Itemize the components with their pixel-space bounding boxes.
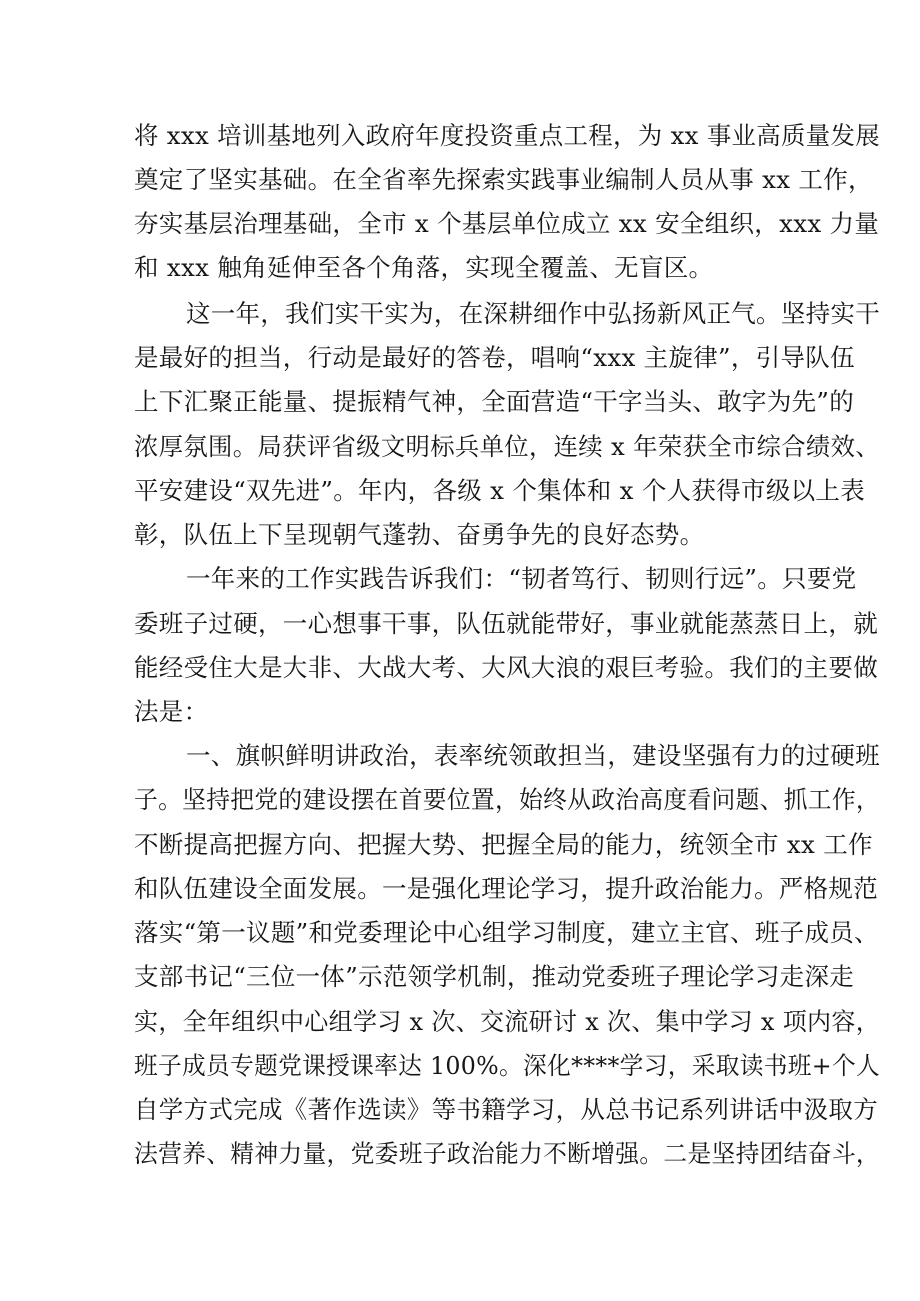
text-line: 实，全年组织中心组学习 x 次、交流研讨 x 次、集中学习 x 项内容，	[134, 1007, 881, 1036]
text-line: 子。坚持把党的建设摆在首要位置，始终从政治高度看问题、抓工作，	[134, 785, 880, 814]
text-line: 法营养、精神力量，党委班子政治能力不断增强。二是坚持团结奋斗，	[134, 1139, 880, 1168]
text-line: 支部书记“三位一体”示范领学机制，推动党委班子理论学习走深走	[134, 962, 855, 991]
text-line: 能经受住大是大非、大战大考、大风大浪的艰巨考验。我们的主要做	[134, 653, 878, 682]
text-line: 奠定了坚实基础。在全省率先探索实践事业编制人员从事 xx 工作，	[134, 165, 873, 194]
text-line: 委班子过硬，一心想事干事，队伍就能带好，事业就能蒸蒸日上，就	[134, 609, 878, 638]
text-line: 夯实基层治理基础，全市 x 个基层单位成立 xx 安全组织，xxx 力量	[134, 209, 880, 238]
text-line: 和 xxx 触角延伸至各个角落，实现全覆盖、无盲区。	[134, 253, 714, 282]
text-line: 班子成员专题党课授课率达 100%。深化****学习，采取读书班+个人	[134, 1051, 881, 1080]
text-line: 浓厚氛围。局获评省级文明标兵单位，连续 x 年荣获全市综合绩效、	[134, 432, 880, 461]
text-line: 将 xxx 培训基地列入政府年度投资重点工程，为 xx 事业高质量发展	[134, 121, 881, 150]
text-line: 平安建设“双先进”。年内，各级 x 个集体和 x 个人获得市级以上表	[134, 476, 866, 505]
text-line: 一、旗帜鲜明讲政治，表率统领敢担当，建设坚强有力的过硬班	[186, 741, 880, 770]
text-line: 一年来的工作实践告诉我们：“韧者笃行、韧则行远”。只要党	[186, 564, 857, 593]
text-line: 上下汇聚正能量、提振精气神，全面营造“干字当头、敢字为先”的	[134, 387, 855, 416]
text-line: 落实“第一议题”和党委理论中心组学习制度，建立主官、班子成员、	[134, 918, 879, 947]
text-line: 是最好的担当，行动是最好的答卷，唱响“xxx 主旋律”，引导队伍	[134, 343, 855, 372]
text-line: 法是：	[134, 697, 209, 726]
text-line: 不断提高把握方向、把握大势、把握全局的能力，统领全市 xx 工作	[134, 830, 873, 859]
text-line: 这一年，我们实干实为，在深耕细作中弘扬新风正气。坚持实干	[186, 299, 880, 328]
text-line: 和队伍建设全面发展。一是强化理论学习，提升政治能力。严格规范	[134, 874, 878, 903]
text-line: 自学方式完成《著作选读》等书籍学习，从总书记系列讲话中汲取方	[134, 1095, 878, 1124]
text-line: 彰，队伍上下呈现朝气蓬勃、奋勇争先的良好态势。	[134, 520, 705, 549]
